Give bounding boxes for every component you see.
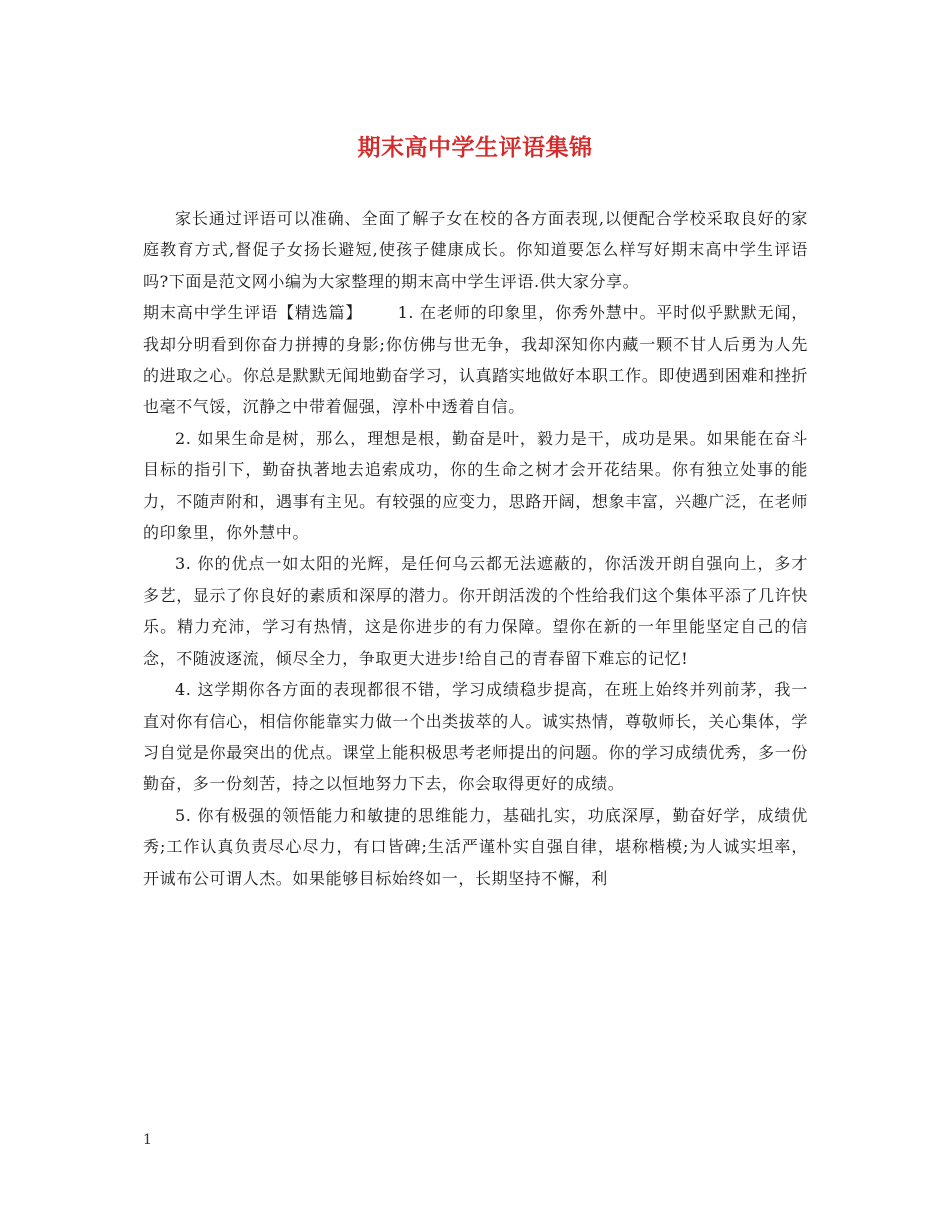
- item-paragraph-5: 5. 你有极强的领悟能力和敏捷的思维能力，基础扎实，功底深厚，勤奋好学，成绩优秀;工作认真负责尽心尽力，有口皆碑;生活严谨朴实自强自律，堪称楷模;为人诚实坦率，开诚布公可谓人杰。如果能够目标始终如一，长期坚持不懈，利: [143, 805, 808, 888]
- item-paragraph-3: 3. 你的优点一如太阳的光辉，是任何乌云都无法遮蔽的，你活泼开朗自强向上，多才多艺，显示了你良好的素质和深厚的潜力。你开朗活泼的个性给我们这个集体平添了几许快乐。精力充沛，学习有热情，这是你进步的有力保障。望你在新的一年里能坚定自己的信念，不随波逐流，倾尽全力，争取更大进步!给自己的青春留下难忘的记忆!: [143, 554, 808, 668]
- item-text: 1. 在老师的印象里，你秀外慧中。平时似乎默默无闻，我却分明看到你奋力拼搏的身影;你仿佛与世无争，我却深知你内藏一颗不甘人后勇为人先的进取之心。你总是默默无闻地勤奋学习，认真踏实地做好本职工作。即使遇到困难和挫折也毫不气馁，沉静之中带着倔强，淳朴中透着自信。: [143, 303, 808, 417]
- item-paragraph-2: 2. 如果生命是树，那么，理想是根，勤奋是叶，毅力是干，成功是果。如果能在奋斗目标的指引下，勤奋执著地去追索成功，你的生命之树才会开花结果。你有独立处事的能力，不随声附和，遇事有主见。有较强的应变力，思路开阔，想象丰富，兴趣广泛，在老师的印象里，你外慧中。: [143, 428, 808, 543]
- document-body: [143, 203, 808, 894]
- item-paragraph-1: [143, 297, 808, 423]
- document-title: 期末高中学生评语集锦: [357, 135, 593, 161]
- item-paragraph-4: 4. 这学期你各方面的表现都很不错，学习成绩稳步提高，在班上始终并列前茅，我一直对你有信心，相信你能靠实力做一个出类拔萃的人。诚实热情，尊敬师长，关心集体，学习自觉是你最突出的优点。课堂上能积极思考老师提出的问题。你的学习成绩优秀，多一份勤奋，多一份刻苦，持之以恒地努力下去，你会取得更好的成绩。: [143, 680, 808, 794]
- page-number: 1: [143, 1132, 152, 1148]
- intro-paragraph: 家长通过评语可以准确、全面了解子女在校的各方面表现,以便配合学校采取良好的家庭教育方式,督促子女扬长避短,使孩子健康成长。你知道要怎么样写好期末高中学生评语吗?下面是范文网小编为大家整理的期末高中学生评语.供大家分享。: [143, 209, 808, 291]
- section-heading: 期末高中学生评语【精选篇】: [143, 303, 363, 323]
